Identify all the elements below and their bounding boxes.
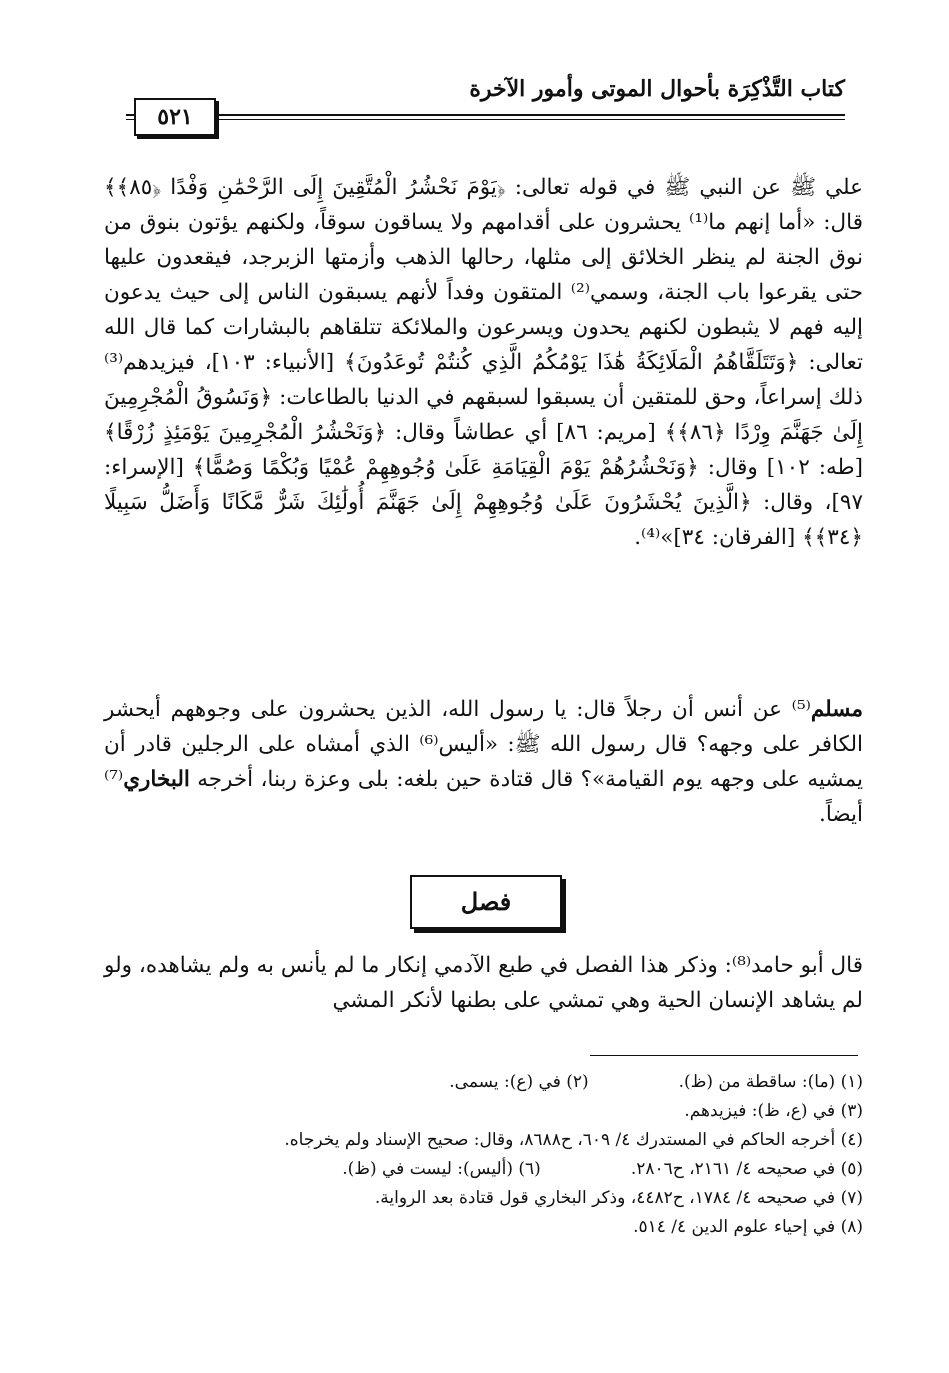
footnote-8: (٨) في إحياء علوم الدين ٤/ ٥١٤.	[633, 1217, 863, 1237]
footnote-7: (٧) في صحيحه ٤/ ١٧٨٤، ح٤٤٨٢، وذكر البخاري قول قتادة بعد الرواية.	[374, 1188, 863, 1208]
source-bukhari: البخاري	[123, 767, 190, 792]
running-header-title: كتاب التَّذْكِرَة بأحوال الموتى وأمور الآخرة	[469, 76, 845, 102]
footnote-6: (٦) (أليس): ليست في (ظ).	[342, 1159, 541, 1179]
footnote-3: (٣) في (ع، ظ): فيزيدهم.	[684, 1101, 863, 1121]
footnote-row	[104, 1155, 863, 1184]
footnote-separator	[590, 1055, 858, 1056]
page-number-box: ٥٢١	[134, 98, 216, 136]
footnote-5: (٥) في صحيحه ٤/ ٢١٦١، ح٢٨٠٦.	[630, 1159, 863, 1179]
footnote-1: (١) (ما): ساقطة من (ظ).	[678, 1072, 863, 1092]
header-rule-thin	[126, 119, 845, 120]
header-rule	[126, 114, 845, 116]
section-heading: فصل	[410, 875, 562, 929]
paragraph-2-text: ⁽⁵⁾ عن أنس أن رجلاً قال: يا رسول الله، الذين يحشرون على وجوههم أيحشر الكافر على وجهه؟ قال رسول الله ﷺ: «أليس⁽⁶⁾ الذي أمشاه على الرجلين قادر أن يمشيه على وجهه يوم القيامة»؟ قال قتادة حين بلغه: بلى وعزة ربنا، أخرجه	[104, 697, 864, 792]
source-muslim: مسلم	[810, 697, 863, 722]
footnote-4: (٤) أخرجه الحاكم في المستدرك ٤/ ٦٠٩، ح٨٦٨٨، وقال: صحيح الإسناد ولم يخرجاه.	[284, 1130, 863, 1150]
body-paragraph-1: علي ﷺ عن النبي ﷺ في قوله تعالى: ﴿يَوْمَ نَحْشُرُ الْمُتَّقِينَ إِلَى الرَّحْمَٰنِ وَفْدًا ﴿٨٥﴾﴾ قال: «أما إنهم ما⁽¹⁾ يحشرون على أقدامهم ولا يساقون سوقاً، ولكنهم يؤتون بنوق من نوق الجنة لم ينظر الخلائق إلى مثلها، رحالها الذهب وأزمتها الزبرجد، فيقعدون عليها حتى يقرعوا باب الجنة، وسمي⁽²⁾ المتقون وفداً لأنهم يسبقون الناس إلى حيث يدعون إليه فهم لا يثبطون لكنهم يحدون ويسرعون والملائكة تتلقاهم بالبشارات كما قال الله تعالى: ﴿وَتَتَلَقَّاهُمُ الْمَلَائِكَةُ هَٰذَا يَوْمُكُمُ الَّذِي كُنتُمْ تُوعَدُونَ﴾ [الأنبياء: ١٠٣]، فيزيدهم⁽³⁾ ذلك إسراعاً، وحق للمتقين أن يسبقوا لسبقهم في الدنيا بالطاعات: ﴿وَنَسُوقُ الْمُجْرِمِينَ إِلَىٰ جَهَنَّمَ وِرْدًا ﴿٨٦﴾﴾ [مريم: ٨٦] أي عطاشاً وقال: ﴿وَنَحْشُرُ الْمُجْرِمِينَ يَوْمَئِذٍ زُرْقًا﴾ [طه: ١٠٢] وقال: ﴿وَنَحْشُرُهُمْ يَوْمَ الْقِيَامَةِ عَلَىٰ وُجُوهِهِمْ عُمْيًا وَبُكْمًا وَصُمًّا﴾ [الإسراء: ٩٧]، وقال: ﴿الَّذِينَ يُحْشَرُونَ عَلَىٰ وُجُوهِهِمْ إِلَىٰ جَهَنَّمَ أُولَٰئِكَ شَرٌّ مَّكَانًا وَأَضَلُّ سَبِيلًا ﴿٣٤﴾﴾ [الفرقان: ٣٤]»⁽⁴⁾.	[104, 175, 864, 550]
body-paragraph-2	[104, 692, 863, 832]
body-paragraph-3: قال أبو حامد⁽⁸⁾: وذكر هذا الفصل في طبع الآدمي إنكار ما لم يأنس به ولم يشاهده، ولو لم يشاهد الإنسان الحية وهي تمشي على بطنها لأنكر المشي	[104, 953, 863, 1013]
footnote-row	[104, 1068, 863, 1097]
paragraph-2-tail: ⁽⁷⁾ أيضاً.	[104, 767, 863, 827]
footnote-2: (٢) في (ع): يسمى.	[449, 1072, 589, 1092]
footnotes	[104, 1068, 863, 1242]
